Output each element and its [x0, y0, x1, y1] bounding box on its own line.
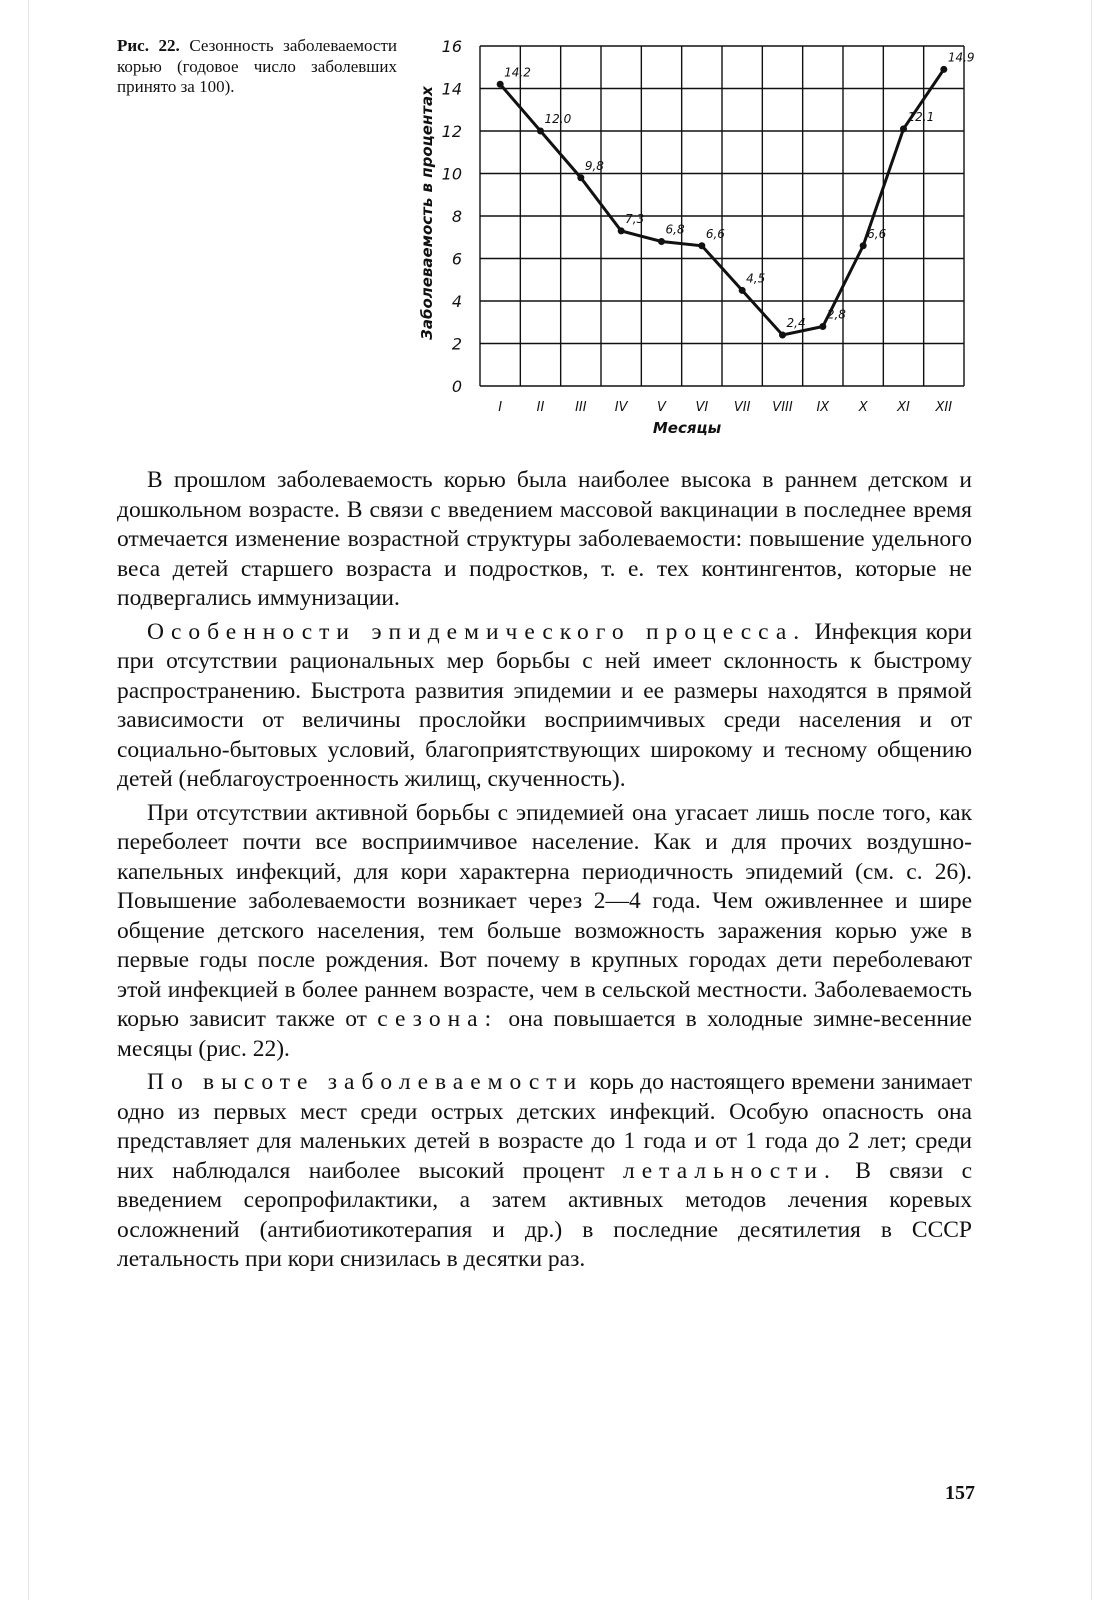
- data-point: [779, 332, 786, 339]
- x-axis-label: Месяцы: [652, 419, 722, 437]
- x-tick-label: VI: [695, 400, 709, 415]
- body-text: [117, 466, 972, 1279]
- data-label: 6,8: [665, 222, 685, 237]
- data-point: [698, 242, 705, 249]
- paragraph: [117, 1068, 972, 1275]
- data-point: [819, 323, 826, 330]
- paragraph-text: В связи с введением серопрофилактики, а затем активных методов лечения коревых осложнений (антибиотикотерапия и др.) в последние десятилетия в СССР летальность при кори снизилась в десятки раз.: [117, 1157, 973, 1272]
- page-number: 157: [945, 1482, 975, 1504]
- data-label: 7,3: [625, 211, 645, 226]
- section-heading: Особенности эпидемического процесса.: [147, 618, 807, 645]
- data-label: 2,4: [786, 316, 806, 330]
- y-tick-label: 10: [441, 164, 462, 184]
- data-label: 14,9: [947, 50, 975, 65]
- y-tick-label: 0: [451, 377, 462, 396]
- data-label: 9,8: [584, 158, 604, 173]
- paragraph-text: В прошлом заболеваемость корью была наиболее высока в раннем детском и дошкольном возрасте. В связи с введением массовой вакцинации в последнее время отмечается изменение возрастной структуры заболеваемости: повышение удельного веса детей старшего возраста и подростков, т. е. тех контингентов, которые не подвергались иммунизации.: [117, 467, 972, 611]
- x-tick-label: XII: [935, 400, 953, 415]
- data-label: 6,6: [705, 226, 725, 241]
- paragraph-text: она повышается в холодные зимне-весенние месяцы (рис. 22).: [117, 1006, 972, 1062]
- y-tick-label: 14: [441, 79, 462, 99]
- paragraph-text: При отсутствии активной борьбы с эпидемией она угасает лишь после того, как переболеет почти все восприимчивое население. Как и для прочих воздушно-капельных инфекций, для кори характерна периодичность эпидемий (см. с. 26). Повышение заболеваемости возникает через 2—4 года. Чем оживленнее и шире общение детского населения, тем больше возможность заражения корью уже в первые годы после рождения. Вот почему в крупных городах дети переболевают этой инфекцией в более раннем возрасте, чем в сельской местности. Заболеваемость корью зависит также от: [117, 799, 972, 1032]
- figure-caption: [117, 36, 397, 98]
- emphasis-text: По высоте заболеваемости: [147, 1069, 584, 1095]
- data-label: 12,0: [544, 112, 572, 126]
- data-point: [940, 66, 947, 73]
- figure-caption-text: Сезонность заболеваемости корью (годовое число заболевших принято за 100).: [117, 36, 397, 96]
- data-point: [577, 174, 584, 181]
- chart-grid: [480, 46, 964, 386]
- x-tick-label: IX: [816, 400, 830, 415]
- x-tick-label: II: [536, 400, 545, 415]
- data-label: 6,6: [867, 226, 887, 241]
- paragraph-text: корь до настоящего времени занимает одно из первых мест среди острых детских инфекций. Особую опасность она представляет для маленьких детей в возрасте до 1 года и от 1 года до 2 лет; среди них наблюдался наиболее высокий процент: [117, 1069, 972, 1184]
- x-tick-label: VIII: [772, 400, 793, 415]
- data-point: [497, 81, 504, 88]
- paragraph: [117, 799, 972, 1065]
- y-axis-label: Заболеваемость в процентах: [418, 86, 436, 340]
- data-label: 14,2: [504, 65, 531, 80]
- data-point: [537, 128, 544, 135]
- x-axis-ticks: [498, 400, 952, 415]
- y-tick-label: 12: [441, 122, 462, 141]
- data-label: 4,5: [746, 271, 766, 286]
- y-axis-ticks: [442, 37, 462, 396]
- data-label: 2,8: [826, 307, 846, 322]
- y-tick-label: 16: [441, 37, 462, 56]
- x-tick-label: XI: [897, 400, 910, 415]
- emphasis-text: сезона:: [377, 1006, 499, 1032]
- data-point: [900, 125, 907, 132]
- y-tick-label: 4: [451, 292, 462, 311]
- paragraph-text: Инфекция кори при отсутствии рациональных мер борьбы с ней имеет склонность к быстрому распространению. Быстрота развития эпидемии и ее размеры находятся в прямой зависимости от величины прослойки восприимчивых среди населения и от социально-бытовых условий, благоприятствующих широкому и тесному общению детей (неблагоустроенность жилищ, скученность).: [117, 618, 972, 792]
- x-tick-label: V: [657, 400, 666, 415]
- x-tick-label: I: [498, 400, 503, 415]
- data-point: [860, 242, 867, 249]
- figure-caption-label: Рис. 22.: [117, 36, 180, 55]
- x-tick-label: VII: [733, 400, 751, 415]
- x-tick-label: III: [575, 400, 587, 415]
- data-point: [739, 287, 746, 294]
- y-tick-label: 6: [451, 249, 462, 269]
- data-point: [658, 238, 665, 245]
- data-point: [618, 227, 625, 234]
- y-tick-label: 2: [451, 334, 462, 354]
- paragraph: [117, 466, 972, 614]
- y-tick-label: 8: [451, 207, 462, 226]
- seasonality-line-chart: [420, 30, 980, 450]
- data-label: 12,1: [907, 109, 935, 124]
- x-tick-label: X: [858, 400, 868, 415]
- emphasis-text: летальности.: [623, 1157, 837, 1184]
- paragraph: [117, 618, 972, 795]
- x-tick-label: IV: [614, 400, 628, 415]
